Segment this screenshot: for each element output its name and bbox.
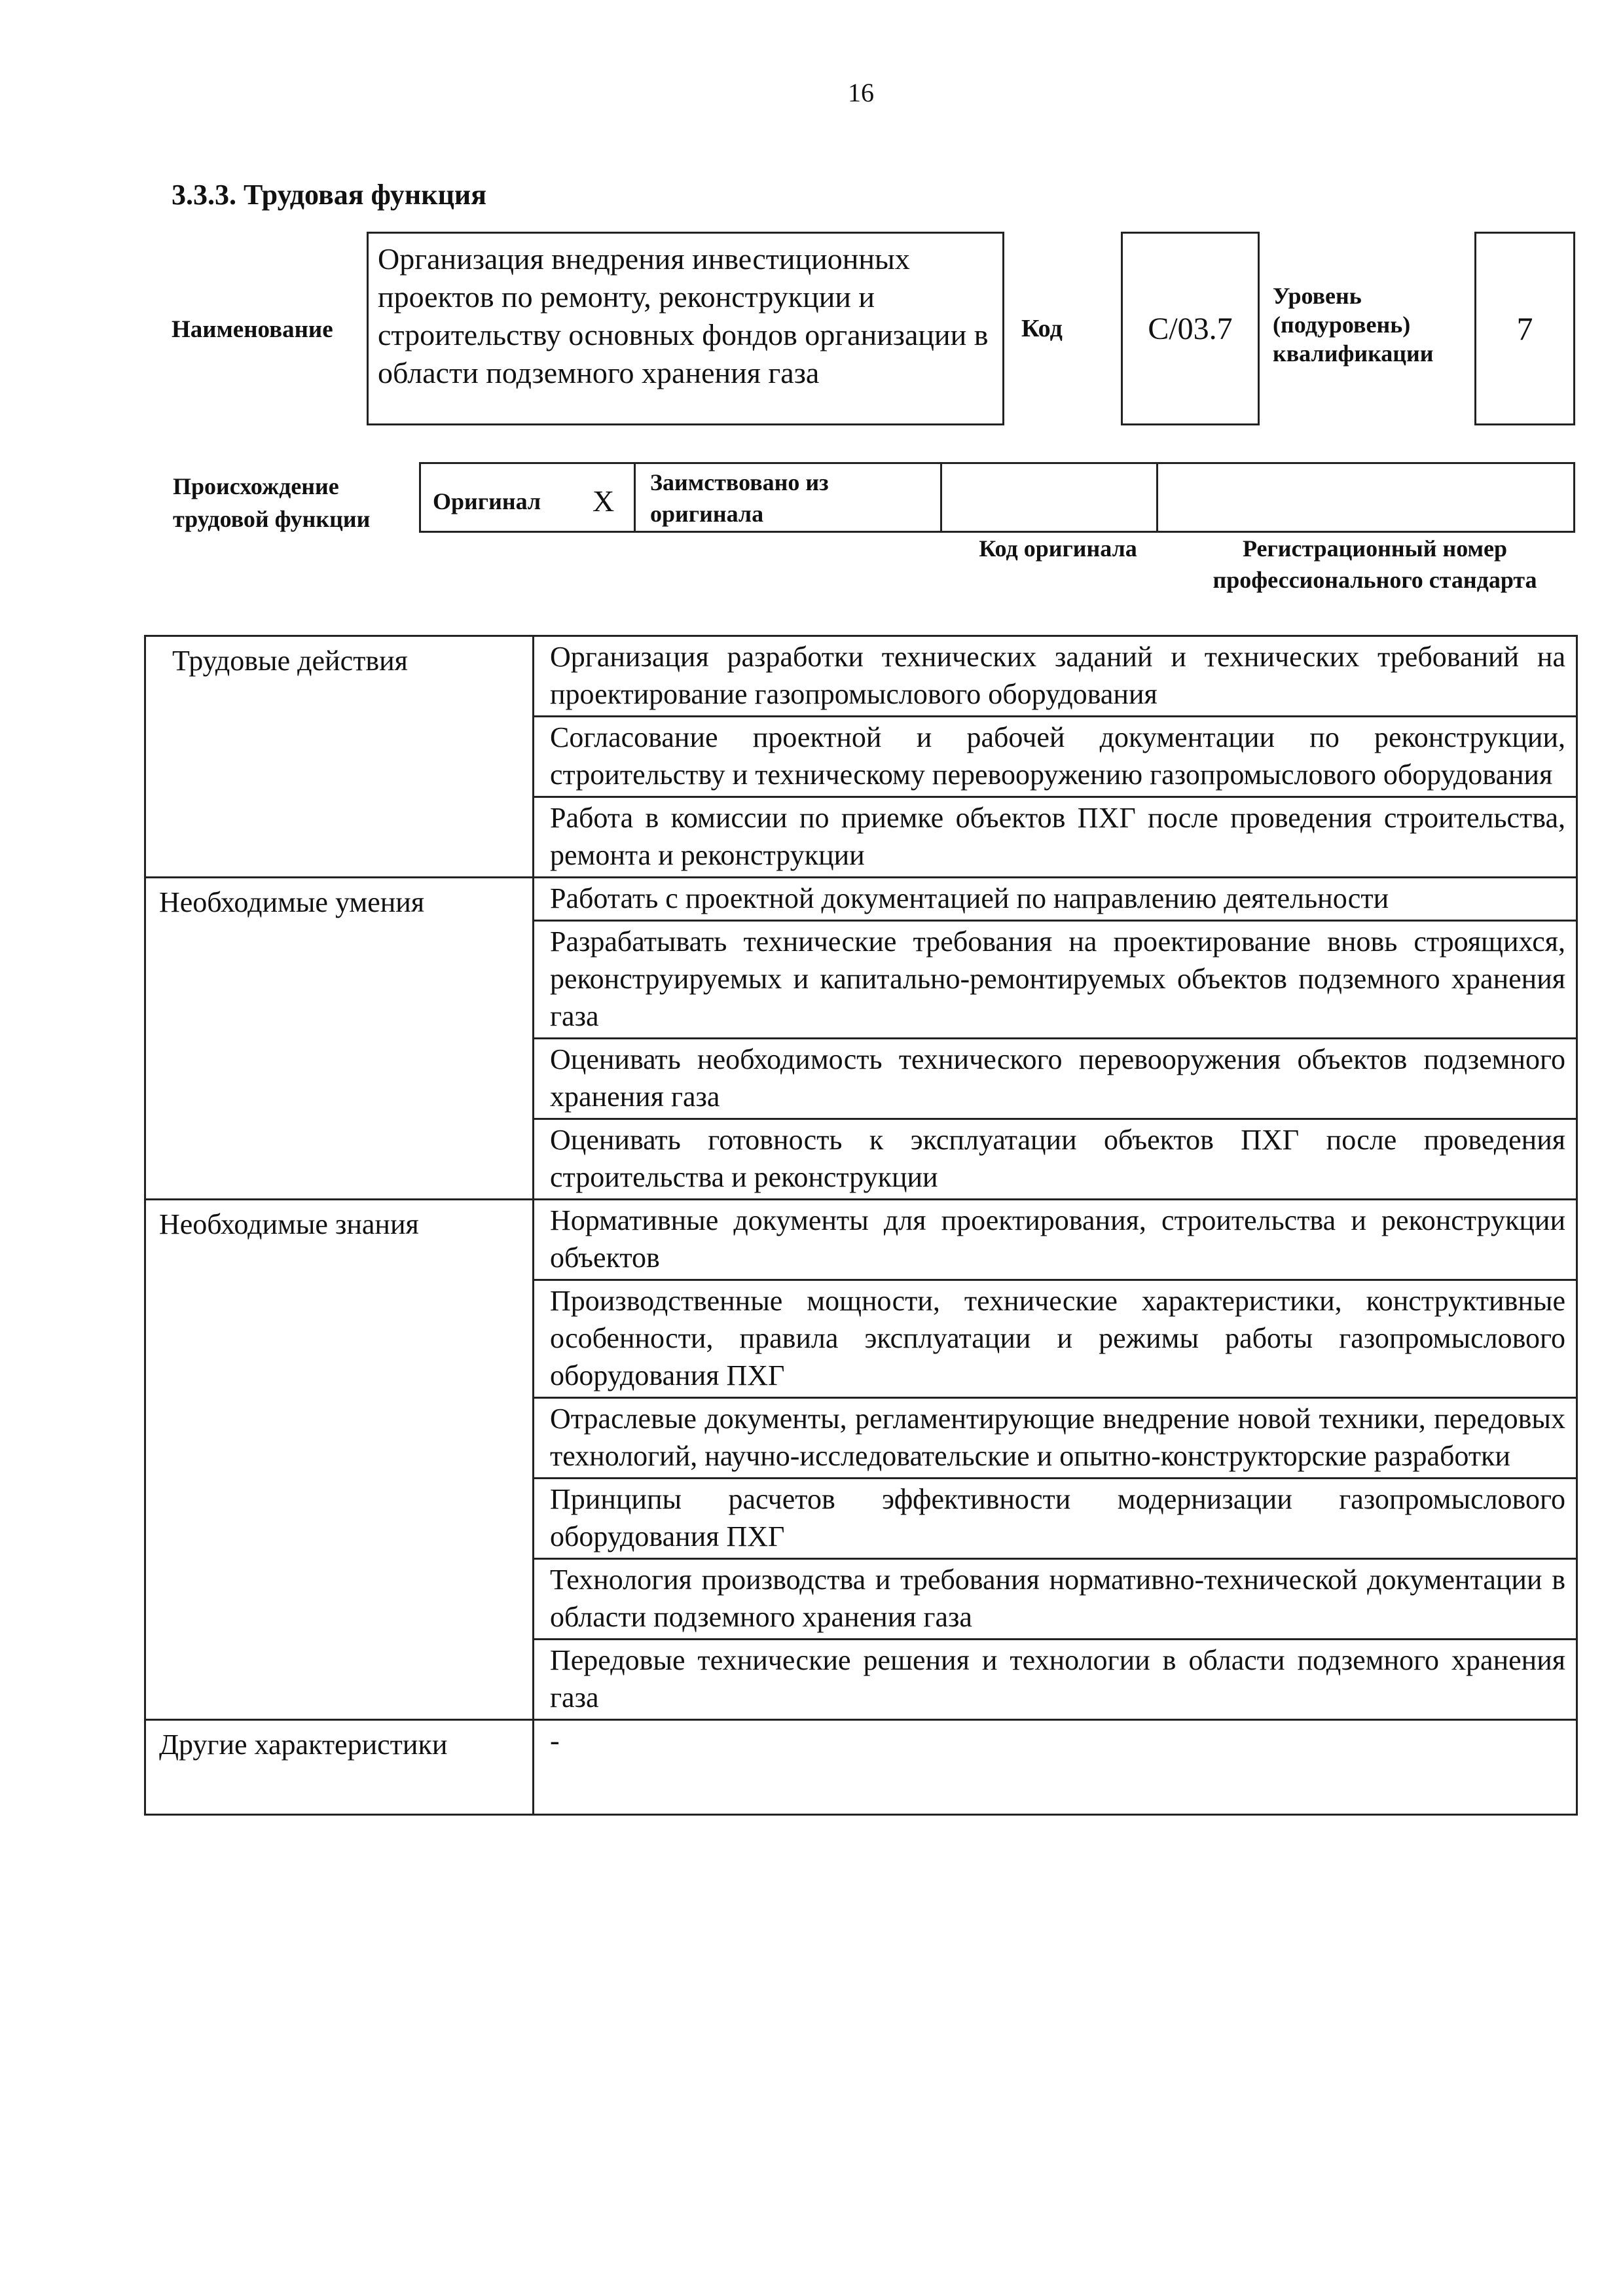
level-label-line-3: квалификации [1273,340,1434,367]
borrowed-label [650,467,829,529]
function-details-table [144,635,1578,1816]
level-value: 7 [1516,310,1533,347]
list-item: Принципы расчетов эффективности модернизации газопромыслового оборудования ПХГ [534,1479,1577,1559]
code-box [1121,232,1260,425]
reg-caption-line-1: Регистрационный номер [1242,535,1508,562]
name-label: Наименование [172,316,333,343]
level-label-line-1: Уровень [1273,283,1362,309]
table-row [145,1720,1577,1815]
origin-label-line-1: Происхождение [173,473,339,499]
list-item: Нормативные документы для проектирования, строительства и реконструкции объектов [534,1200,1577,1280]
page-number: 16 [848,78,874,107]
origin-label [173,470,370,535]
list-item: Передовые технические решения и технологии в области подземного хранения газа [534,1640,1577,1720]
list-item: Согласование проектной и рабочей документации по реконструкции, строительству и техническому перевооружению газопромыслового оборудования [534,717,1577,797]
function-name-box [367,232,1004,425]
list-item: Работа в комиссии по приемке объектов ПХГ после проведения строительства, ремонта и реконструкции [534,797,1577,878]
list-item: Отраслевые документы, регламентирующие внедрение новой техники, передовых технологий, научно-исследовательские и опытно-конструкторские разработки [534,1398,1577,1479]
section-heading-skills: Необходимые умения [145,878,534,1200]
reg-number-caption [1165,533,1584,596]
list-item: Работать с проектной документацией по направлению деятельности [534,878,1577,921]
list-item: - [534,1720,1577,1815]
list-item: Оценивать необходимость технического перевооружения объектов подземного хранения газа [534,1039,1577,1119]
original-label: Оригинал [433,488,541,514]
reg-caption-line-2: профессионального стандарта [1213,567,1537,593]
code-value: С/03.7 [1148,311,1233,346]
list-item: Разрабатывать технические требования на проектирование вновь строящихся, реконструируемых и капитально-ремонтируемых объектов подземного хранения газа [534,921,1577,1039]
table-row [145,878,1577,921]
list-item: Организация разработки технических заданий и технических требований на проектирование газопромыслового оборудования [534,636,1577,717]
list-item: Оценивать готовность к эксплуатации объектов ПХГ после проведения строительства и реконструкции [534,1119,1577,1200]
section-heading-other: Другие характеристики [145,1720,534,1815]
section-title: 3.3.3. Трудовая функция [172,179,487,211]
level-box [1474,232,1575,425]
level-label-line-2: (подуровень) [1273,312,1411,338]
original-cell [421,464,636,531]
original-mark: X [593,484,615,518]
borrowed-cell [636,464,942,531]
table-row [145,1200,1577,1280]
section-heading-knowledge: Необходимые знания [145,1200,534,1720]
list-item: Производственные мощности, технические характеристики, конструктивные особенности, правила эксплуатации и режимы работы газопромыслового оборудования ПХГ [534,1280,1577,1398]
origin-row [419,462,1575,533]
borrowed-label-line-2: оригинала [650,501,764,527]
origin-label-line-2: трудовой функции [173,506,371,532]
original-code-cell [942,464,1158,531]
section-heading-actions: Трудовые действия [145,636,534,878]
table-row [145,636,1577,717]
original-code-caption: Код оригинала [979,535,1137,562]
level-label [1273,281,1434,368]
borrowed-label-line-1: Заимствовано из [650,469,829,495]
code-label: Код [1021,315,1063,342]
function-name-text: Организация внедрения инвестиционных проектов по ремонту, реконструкции и строительству основных фондов организации в области подземного хранения газа [378,242,989,389]
list-item: Технология производства и требования нормативно-технической документации в области подземного хранения газа [534,1559,1577,1640]
